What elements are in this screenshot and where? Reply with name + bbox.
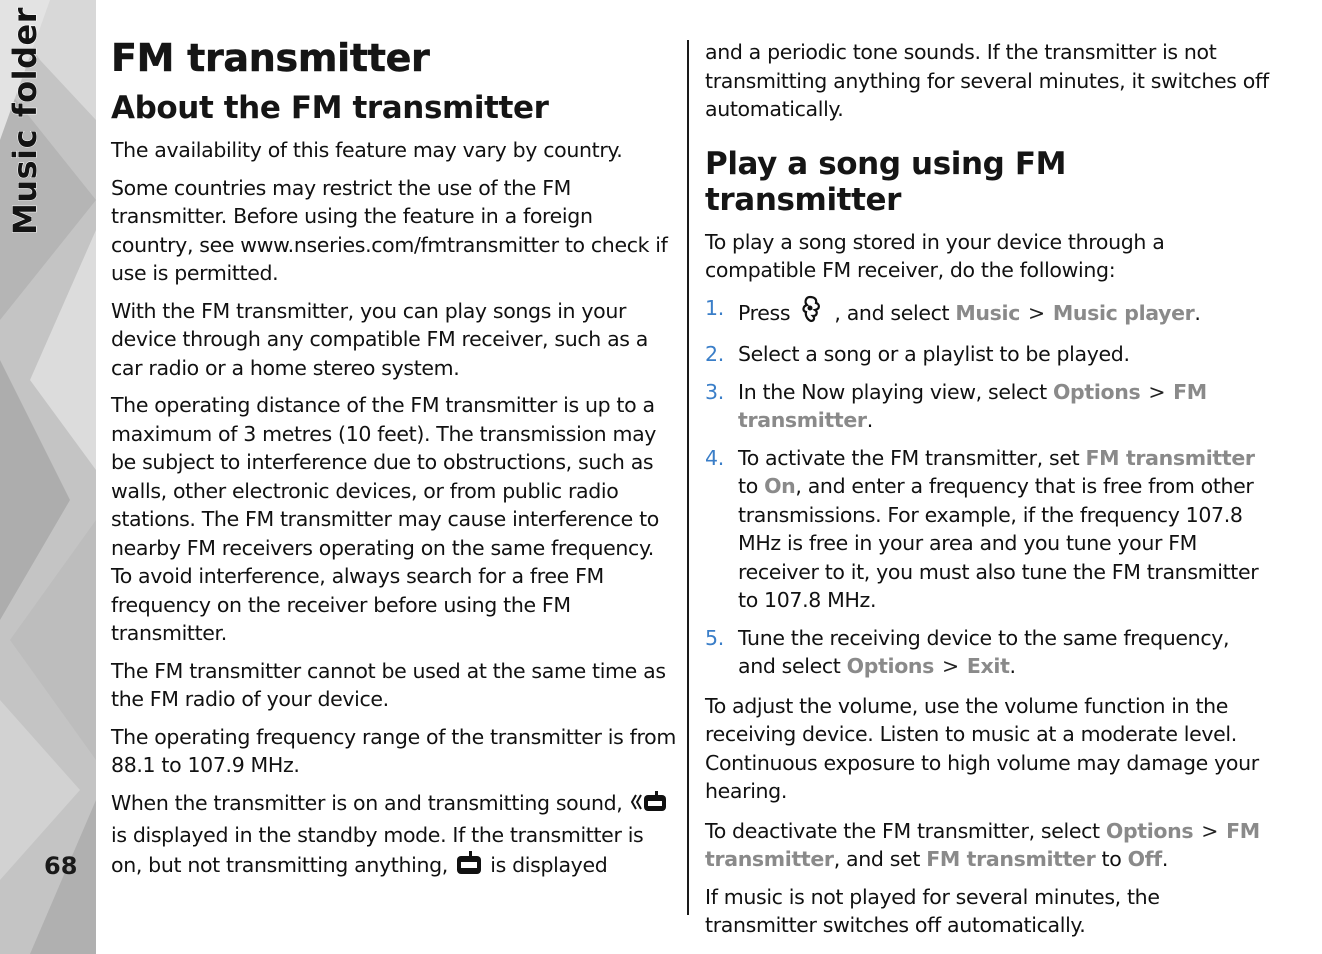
step-1-ui-music-player: Music player [1052, 300, 1195, 325]
step-1-text-b: , and select [834, 300, 950, 325]
deactivate-paragraph [705, 817, 1270, 874]
step-3 [705, 378, 1270, 435]
step-4-number: 4. [705, 445, 724, 470]
step-5-end: . [1009, 654, 1016, 678]
step-5-ui-exit: Exit [966, 654, 1010, 678]
about-p7-c: is displayed [490, 852, 608, 877]
deactivate-ui-options: Options [1105, 818, 1194, 843]
step-1-number: 1. [705, 295, 724, 320]
step-4-text-b: to [738, 474, 758, 498]
about-p3: With the FM transmitter, you can play songs in your device through any compatible FM receiver, such as a car radio or a home stereo system. [111, 298, 648, 380]
page-title: FM transmitter [111, 36, 430, 80]
step-2-number: 2. [705, 342, 724, 366]
step-5-ui-options: Options [846, 654, 935, 678]
about-p7-a: When the transmitter is on and transmitting sound, [111, 790, 623, 815]
step-1-end: . [1194, 300, 1201, 325]
fm-transmitting-icon [629, 790, 669, 822]
step-4-text-c: , and enter a frequency that is free from other transmissions. For example, if the frequency 107.8 MHz is free in your area and you tune your FM receiver to it, you must also tune the FM transmitter to 107.8 MHz. [738, 474, 1259, 612]
about-p7 [111, 789, 676, 884]
about-p7-b: is displayed in the standby mode. If the transmitter is on, but not transmitting anything, [111, 823, 644, 877]
step-4 [705, 444, 1270, 615]
step-1-separator: > [1028, 300, 1045, 325]
deactivate-end: . [1161, 847, 1168, 871]
steps-list [705, 294, 1270, 681]
about-p6: The operating frequency range of the transmitter is from 88.1 to 107.9 MHz. [111, 724, 676, 777]
deactivate-text-c: to [1101, 847, 1122, 871]
step-3-separator: > [1148, 379, 1166, 404]
deactivate-ui-off: Off [1127, 847, 1162, 871]
fm-idle-icon [454, 850, 484, 884]
deactivate-separator: > [1201, 818, 1219, 843]
step-4-ui-on: On [764, 474, 796, 498]
deactivate-text-b: , and set [833, 847, 921, 871]
about-heading: About the FM transmitter [111, 90, 549, 126]
column-divider [687, 40, 689, 915]
menu-key-icon [796, 294, 834, 332]
step-1-ui-music: Music [955, 300, 1020, 325]
step-5-separator: > [942, 654, 959, 678]
about-p5: The FM transmitter cannot be used at the same time as the FM radio of your device. [111, 658, 666, 711]
step-3-text-a: In the Now playing view, select [738, 379, 1047, 404]
play-intro: To play a song stored in your device through a compatible FM receiver, do the following: [705, 229, 1165, 282]
deactivate-ui-fm-transmitter: FM transmitter [705, 818, 1260, 871]
step-4-ui-fm-transmitter: FM transmitter [1085, 445, 1255, 470]
step-3-end: . [866, 408, 873, 432]
step-5 [705, 624, 1270, 681]
volume-paragraph: To adjust the volume, use the volume function in the receiving device. Listen to music at a moderate level. Continuous exposure to high volume may damage your hearing. [705, 693, 1259, 803]
step-1-text-a: Press [738, 300, 791, 325]
step-2 [705, 340, 1270, 369]
left-column [111, 36, 676, 883]
step-3-ui-fm-transmitter: FM transmitter [738, 379, 1207, 432]
step-5-number: 5. [705, 625, 724, 650]
page-number: 68 [44, 852, 78, 880]
section-label: Music folder [6, 6, 44, 235]
about-p1: The availability of this feature may vary by country. [111, 138, 623, 162]
about-p7-continued: and a periodic tone sounds. If the transmitter is not transmitting anything for several minutes, it switches off automatically. [705, 40, 1269, 121]
step-3-number: 3. [705, 379, 724, 404]
step-1 [705, 294, 1270, 332]
side-tab [0, 0, 96, 954]
about-p2: Some countries may restrict the use of the FM transmitter. Before using the feature in a foreign country, see www.nseries.com/fmtransmitter to check if use is permitted. [111, 175, 668, 285]
play-heading: Play a song using FM transmitter [705, 145, 1067, 218]
step-3-ui-options: Options [1052, 379, 1141, 404]
auto-off-paragraph: If music is not played for several minutes, the transmitter switches off automatically. [705, 884, 1160, 937]
deactivate-text-a: To deactivate the FM transmitter, select [705, 818, 1100, 843]
step-4-text-a: To activate the FM transmitter, set [738, 445, 1080, 470]
step-2-text: Select a song or a playlist to be played. [738, 342, 1130, 366]
step-5-text-a: Tune the receiving device to the same frequency, and select [738, 625, 1230, 678]
right-column [705, 38, 1270, 940]
deactivate-ui-fm-transmitter-setting: FM transmitter [926, 847, 1096, 871]
about-p4: The operating distance of the FM transmitter is up to a maximum of 3 metres (10 feet). The transmission may be subject to interference due to obstructions, such as walls, other electronic devices, or from public radio stations. The FM transmitter may cause interference to nearby FM receivers operating on the same frequency. To avoid interference, always search for a free FM frequency on the receiver before using the FM transmitter. [111, 393, 659, 645]
